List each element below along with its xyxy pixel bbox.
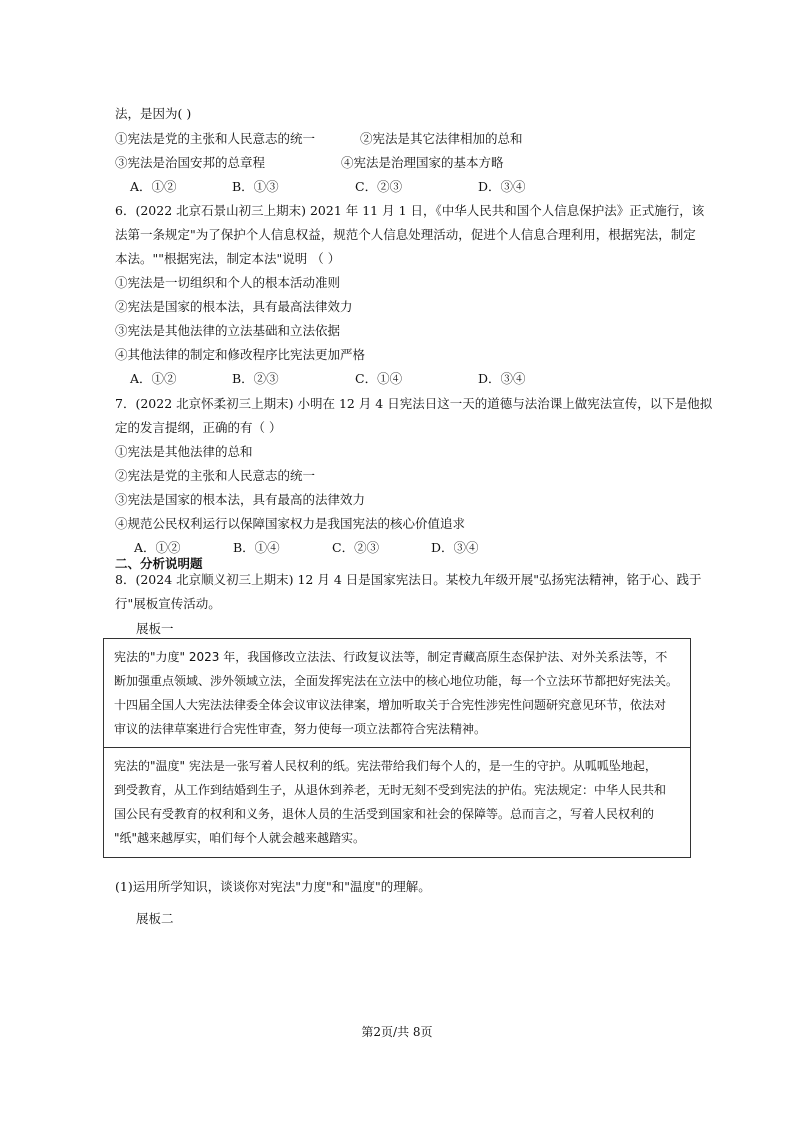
q7-choice-a: A．①② [134,540,181,555]
q6-option-1: ①宪法是一切组织和个人的根本活动准则 [115,275,341,290]
q5-option-2: ②宪法是其它法律相加的总和 [360,131,523,146]
board-two-label: 展板二 [136,911,174,926]
q5-choice-b: B．①③ [232,179,279,194]
q7-stem-1: 7．(2022 北京怀柔初三上期末) 小明在 12 月 4 日宪法日这一天的道德与法治课上做宪法宣传，以下是他拟 [115,396,713,411]
sub-question-1: (1)运用所学知识，谈谈你对宪法"力度"和"温度"的理解。 [115,879,431,894]
q7-stem-2: 定的发言提纲，正确的有（ ） [115,420,282,435]
page-footer: 第2页/共 8页 [361,1025,433,1039]
warmth-line: 国公民有受教育的权利和义务，退休人员的生活受到国家和社会的保障等。总而言之，写着人民权利的 [114,807,655,821]
q7-choice-c: C．②③ [332,540,380,555]
board-one-line: 审议的法律草案进行合宪性审查，努力使每一项立法都符合宪法精神。 [114,722,487,736]
warmth-line: 宪法的"温度" 宪法是一张写着人民权利的纸。宪法带给我们每个人的，是一生的守护。从呱呱坠地起， [114,759,657,773]
board-one-label: 展板一 [136,621,174,636]
board-one-force-box [103,638,691,748]
q8-stem-2: 行"展板宣传活动。 [115,596,221,611]
q5-choice-c: C．②③ [355,179,403,194]
warmth-line: 到受教育，从工作到结婚到生子，从退休到养老，无时无刻不受到宪法的护佑。宪法规定：中华人民共和 [114,783,667,797]
q7-option-4: ④规范公民权利运行以保障国家权力是我国宪法的核心价值追求 [115,516,466,531]
q7-option-1: ①宪法是其他法律的总和 [115,444,253,459]
board-one-line: 宪法的"力度" 2023 年，我国修改立法法、行政复议法等，制定青藏高原生态保护法、对外关系法等，不 [114,650,668,664]
q7-choice-d: D．③④ [431,540,479,555]
q6-choice-b: B．②③ [232,371,279,386]
q5-option-1: ①宪法是党的主张和人民意志的统一 [115,131,316,146]
section-heading: 二、分析说明题 [115,556,203,571]
board-one-line: 十四届全国人大宪法法律委全体会议审议法律案，增加听取关于合宪性涉宪性问题研究意见环节，依法对 [114,698,667,712]
q6-stem-2: 法第一条规定"为了保护个人信息权益，规范个人信息处理活动，促进个人信息合理利用，根据宪法，制定 [115,227,696,242]
q6-option-4: ④其他法律的制定和修改程序比宪法更加严格 [115,347,366,362]
q8-stem-1: 8．(2024 北京顺义初三上期末) 12 月 4 日是国家宪法日。某校九年级开展"弘扬宪法精神，铭于心、践于 [115,572,702,587]
board-one-warmth-box [103,747,691,858]
q7-option-2: ②宪法是党的主张和人民意志的统一 [115,468,316,483]
q6-choice-a: A．①② [130,371,177,386]
q6-option-2: ②宪法是国家的根本法，具有最高法律效力 [115,299,353,314]
line-q5-tail: 法，是因为( ) [115,106,192,121]
q5-choice-d: D．③④ [478,179,526,194]
q5-option-3: ③宪法是治国安邦的总章程 [115,155,266,170]
q6-stem-3: 本法。""根据宪法，制定本法"说明 （ ） [115,251,341,266]
q6-choice-d: D．③④ [478,371,526,386]
q7-choice-b: B．①④ [233,540,280,555]
q7-option-3: ③宪法是国家的根本法，具有最高的法律效力 [115,492,366,507]
warmth-line: "纸"越来越厚实，咱们每个人就会越来越踏实。 [114,831,366,845]
q5-option-4: ④宪法是治理国家的基本方略 [341,155,504,170]
q6-choice-c: C．①④ [355,371,403,386]
q5-choice-a: A．①② [130,179,177,194]
q6-stem-1: 6．(2022 北京石景山初三上期末) 2021 年 11 月 1 日，《中华人民共和国个人信息保护法》正式施行，该 [115,203,705,218]
q6-option-3: ③宪法是其他法律的立法基础和立法依据 [115,323,341,338]
board-one-line: 断加强重点领域、涉外领域立法，全面发挥宪法在立法中的核心地位功能，每一个立法环节都把好宪法关。 [114,674,679,688]
